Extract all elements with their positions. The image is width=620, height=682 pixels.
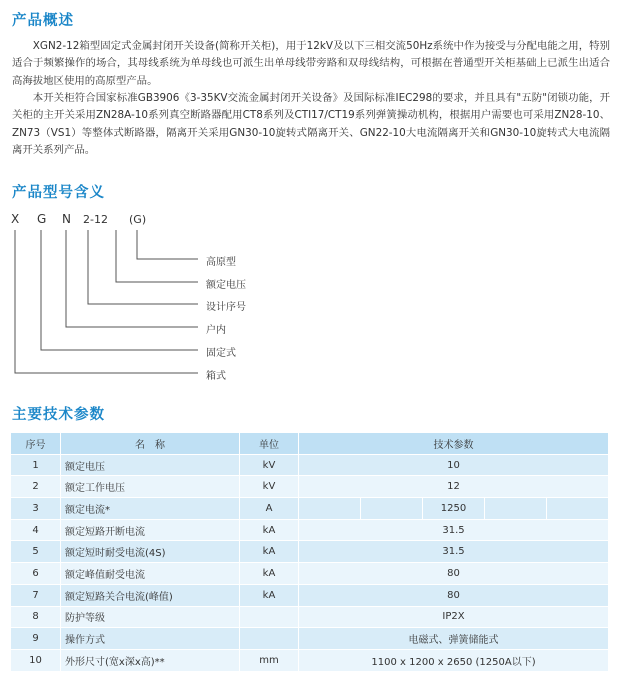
table-row [11,454,609,476]
row-value: 80 [299,563,609,585]
model-label-indoor: 户内 [206,325,226,336]
overview-paragraph-2: 本开关柜符合国家标准GB3906《3-35KV交流金属封闭开关设备》及国际标准IEC298的要求，并且具有"五防"闭锁功能，开关柜的主开关采用ZN28A-10系列真空断路器配用CT8系列及CTI17/CT19系列弹簧操动机构，根据用户需要也可采用ZN28-10、ZN73（VS1）等整体式断路器，隔离开关采用GN30-10旋转式隔离开关、GN22-10大电流隔离开关和GN30-10旋转式大电流隔离开关系列产品。 [12,92,610,157]
row-no: 5 [11,541,61,563]
connector-design [88,230,198,304]
row-name: 额定电压 [61,454,240,476]
model-char-x: X [11,212,20,226]
row-value: 12 [299,476,609,498]
table-row [11,541,609,563]
row-unit: kA [240,519,299,541]
connector-voltage [116,230,198,282]
row-no: 6 [11,563,61,585]
row-value: 10 [299,454,609,476]
model-char-altitude: (G) [129,213,147,226]
row-unit [240,606,299,628]
overview-title: 产品概述 [12,13,74,29]
row-no: 4 [11,519,61,541]
row-unit: kV [240,476,299,498]
specs-table [10,432,609,672]
row-no: 3 [11,498,61,520]
connector-indoor [66,230,198,327]
row-unit [240,628,299,650]
model-char-rating: 2-12 [83,213,108,226]
model-char-n: N [62,212,71,226]
row-unit: A [240,498,299,520]
header-unit: 单位 [240,433,299,455]
specs-title: 主要技术参数 [12,407,105,423]
row-name: 额定工作电压 [61,476,240,498]
row-name: 操作方式 [61,628,240,650]
header-no: 序号 [11,433,61,455]
row-value: 31.5 [299,519,609,541]
row-unit: kA [240,563,299,585]
row-value: 1100 x 1200 x 2650 (1250A以下) [299,649,609,671]
table-row [11,563,609,585]
model-title: 产品型号含义 [12,185,105,201]
row-name: 外形尺寸(宽x深x高)** [61,649,240,671]
header-name: 名 称 [61,433,240,455]
overview-paragraph-1: XGN2-12箱型固定式金属封闭开关设备(简称开关柜)，用于12kV及以下三相交流50Hz系统中作为接受与分配电能之用，特别适合于频繁操作的场合，其母线系统为单母线也可派生出单母线带旁路和双母线结构，可根据在普通型开关柜基础上已派生出适合高海拔地区使用的高原型产品。 [12,40,610,87]
connector-altitude [137,230,198,259]
connector-box [15,230,198,373]
row-no: 7 [11,584,61,606]
row-unit: mm [240,649,299,671]
row-no: 10 [11,649,61,671]
row-name: 额定短时耐受电流(4S) [61,541,240,563]
row-unit: kV [240,454,299,476]
table-row [11,519,609,541]
row-value-5 [547,498,609,520]
table-row [11,606,609,628]
row-name: 额定峰值耐受电流 [61,563,240,585]
row-unit: kA [240,541,299,563]
row-value-4 [485,498,547,520]
table-row [11,649,609,671]
row-value: 80 [299,584,609,606]
model-diagram [0,212,620,382]
table-row [11,498,609,520]
table-row [11,628,609,650]
model-label-box: 箱式 [206,371,226,382]
row-value-2 [361,498,423,520]
row-name: 额定短路开断电流 [61,519,240,541]
row-value: 31.5 [299,541,609,563]
model-label-fixed: 固定式 [206,348,236,359]
header-params: 技术参数 [299,433,609,455]
row-name: 额定电流* [61,498,240,520]
model-char-g: G [37,212,47,226]
row-name: 额定短路关合电流(峰值) [61,584,240,606]
row-value-1 [299,498,361,520]
connector-fixed [41,230,198,350]
specs-header-row [11,433,609,455]
table-row [11,584,609,606]
row-no: 9 [11,628,61,650]
model-label-design: 设计序号 [206,302,246,313]
model-connector-lines [0,212,620,382]
model-label-altitude: 高原型 [206,257,236,268]
model-label-voltage: 额定电压 [206,280,246,291]
row-no: 1 [11,454,61,476]
row-no: 8 [11,606,61,628]
table-row [11,476,609,498]
row-name: 防护等级 [61,606,240,628]
row-unit: kA [240,584,299,606]
row-value: 电磁式、弹簧储能式 [299,628,609,650]
row-value-3: 1250 [423,498,485,520]
row-value: IP2X [299,606,609,628]
row-no: 2 [11,476,61,498]
